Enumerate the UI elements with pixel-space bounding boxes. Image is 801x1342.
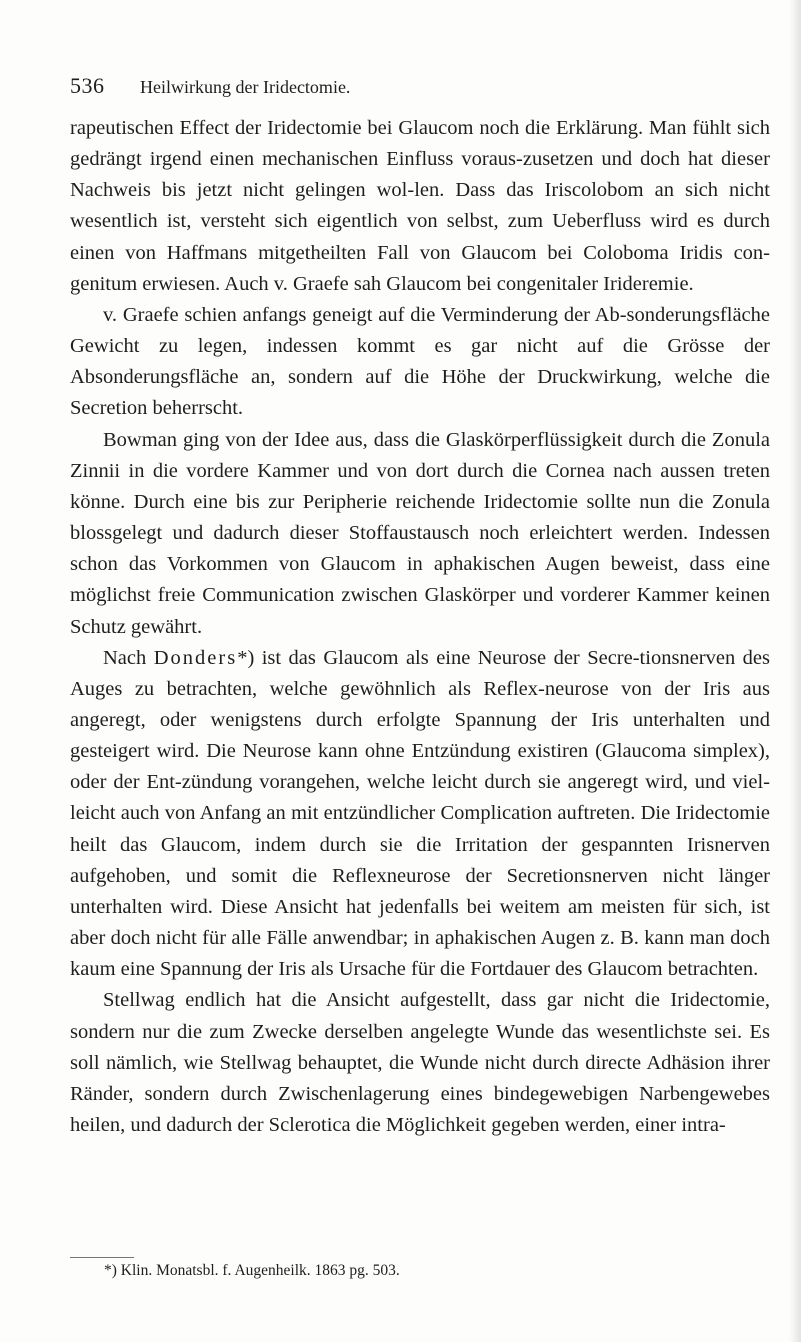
footnote-rule: [70, 1257, 134, 1258]
paragraph-text: *) ist das Glaucom als eine Neurose der Secre-tionsnerven des Auges zu betrachten, welche gewöhnlich als Reflex-neurose von der Iris aus angeregt, oder wenigstens durch erfolgte Spannung der Iris unterhalten und gesteigert wird. Die Neurose kann ohne Entzündung existiren (Glaucoma simplex), oder der Ent-zündung vorangehen, welche leicht durch sie angeregt wird, und viel-leicht auch von Anfang an mit entzündlicher Complication auftreten. Die Iridectomie heilt das Glaucom, indem durch sie die Irritation der gespannten Irisnerven aufgehoben, und somit die Reflexneurose der Secretionsnerven nicht länger unterhalten wird. Diese Ansicht hat jedenfalls bei weitem am meisten für sich, ist aber doch nicht für alle Fälle anwendbar; in aphakischen Augen z. B. kann man doch kaum eine Spannung der Iris als Ursache für die Fortdauer des Glaucom betrachten.: [70, 646, 770, 981]
paragraph-text: v. Graefe schien anfangs geneigt auf die Verminderung der Ab-sonderungsfläche Gewicht zu legen, indessen kommt es gar nicht auf die Grösse der Absonderungsfläche an, sondern auf die Höhe der Druckwirkung, welche die Secretion beherrscht.: [70, 303, 770, 420]
paragraph-text: Stellwag endlich hat die Ansicht aufgestellt, dass gar nicht die Iridectomie, sondern nur die zum Zwecke derselben angelegte Wunde das wesentlichste sei. Es soll nämlich, wie Stellwag behauptet, die Wunde nicht durch directe Adhäsion ihrer Ränder, sondern durch Zwischenlagerung eines bindegewebigen Narbengewebes heilen, und dadurch der Sclerotica die Möglichkeit gegeben werden, einer intra-: [70, 989, 770, 1136]
paragraph-text: Nach: [103, 646, 154, 669]
page-edge-shadow: [789, 0, 801, 1342]
paragraph-text: Bowman ging von der Idee aus, dass die Glaskörperflüssigkeit durch die Zonula Zinnii in die vordere Kammer und von dort durch die Cornea nach aussen treten könne. Durch eine bis zur Peripherie reichende Iridectomie sollte nun die Zonula blossgelegt und dadurch dieser Stoffaustausch noch erleichtert werden. Indessen schon das Vorkommen von Glaucom in aphakischen Augen beweist, dass eine möglichst freie Communication zwischen Glaskörper und vorderer Kammer keinen Schutz gewährt.: [70, 428, 770, 638]
spaced-name: Donders: [153, 646, 238, 669]
paragraph: [70, 113, 770, 300]
paragraph-text: rapeutischen Effect der Iridectomie bei Glaucom noch die Erklärung. Man fühlt sich gedrängt irgend einen mechanischen Einfluss voraus-zusetzen und doch hat dieser Nachweis bis jetzt nicht gelingen wol-len. Dass das Iriscolobom an sich nicht wesentlich ist, versteht sich eigentlich von selbst, zum Ueberfluss wird es durch einen von Haffmans mitgetheilten Fall von Glaucom bei Coloboma Iridis con-genitum erwiesen. Auch v. Graefe sah Glaucom bei congenitaler Irideremie.: [70, 117, 770, 295]
body-text: [70, 113, 770, 1141]
footnote: *) Klin. Monatsbl. f. Augenheilk. 1863 pg. 503.: [104, 1262, 400, 1279]
running-head: Heilwirkung der Iridectomie.: [140, 77, 351, 97]
paragraph: [70, 643, 770, 986]
page-header: [70, 73, 770, 99]
paragraph: [70, 425, 770, 643]
paragraph: [70, 300, 770, 425]
page-number: 536: [70, 73, 105, 98]
paragraph: [70, 985, 770, 1141]
